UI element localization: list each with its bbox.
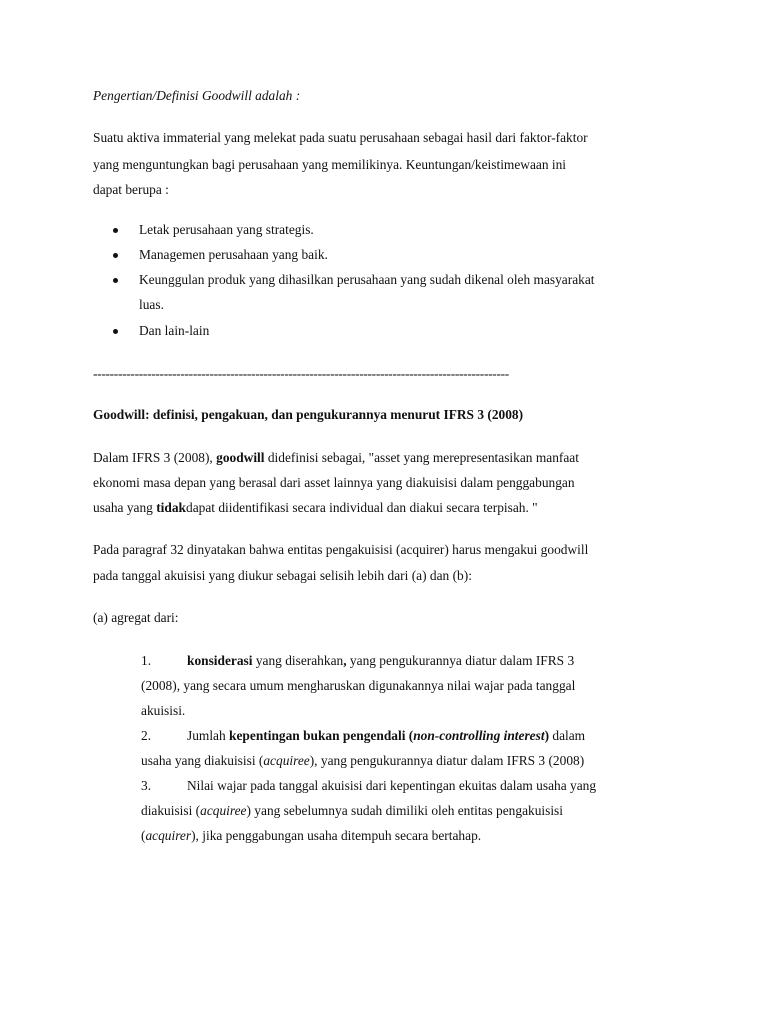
- list-item: [139, 222, 314, 238]
- item-number: 2.: [141, 728, 152, 743]
- numbered-item-line: akuisisi.: [141, 703, 186, 718]
- bullet-icon: [113, 253, 118, 258]
- numbered-item-line: [141, 828, 481, 844]
- numbered-item: [141, 728, 585, 744]
- list-item-continuation: luas.: [139, 297, 164, 312]
- text-run-italic: acquiree: [263, 753, 310, 768]
- text-run-bold: tidak: [156, 500, 186, 515]
- numbered-item: [141, 653, 574, 669]
- list-item: [139, 272, 595, 288]
- list-item: [139, 247, 328, 263]
- bullet-icon: [113, 329, 118, 334]
- document-heading: Pengertian/Definisi Goodwill adalah :: [93, 88, 301, 103]
- numbered-item-line: [141, 753, 584, 769]
- divider: ----------------------------------------------------------------------------------------------------: [93, 366, 509, 381]
- bullet-icon: [113, 278, 118, 283]
- text-run: Jumlah: [187, 728, 230, 743]
- list-item-text: Managemen perusahaan yang baik.: [139, 247, 328, 262]
- paragraph-line: Suatu aktiva immaterial yang melekat pada suatu perusahaan sebagai hasil dari faktor-faktor: [93, 130, 588, 145]
- paragraph-line: [93, 500, 538, 516]
- text-run: dalam: [549, 728, 586, 743]
- paragraph-line: yang menguntungkan bagi perusahaan yang memilikinya. Keuntungan/keistimewaan ini: [93, 157, 567, 172]
- item-number: 1.: [141, 653, 152, 668]
- text-run: usaha yang diakuisisi (: [141, 753, 264, 768]
- text-run-bold: konsiderasi: [187, 653, 253, 668]
- text-run: ), jika penggabungan usaha ditempuh secara bertahap.: [191, 828, 482, 843]
- numbered-item-line: [141, 803, 563, 819]
- text-run: ) yang sebelumnya sudah dimiliki oleh entitas pengakuisisi: [246, 803, 563, 818]
- text-run-bold: kepentingan bukan pengendali (: [229, 728, 414, 743]
- paragraph-line: [93, 450, 579, 466]
- text-run-italic: acquirer: [145, 828, 192, 843]
- list-item-text: Letak perusahaan yang strategis.: [139, 222, 314, 237]
- text-run: didefinisi sebagai, "asset yang merepresentasikan manfaat: [264, 450, 579, 465]
- text-run: usaha yang: [93, 500, 157, 515]
- paragraph-line: ekonomi masa depan yang berasal dari asset lainnya yang diakuisisi dalam penggabungan: [93, 475, 575, 490]
- text-run: dapat diidentifikasi secara individual dan diakui secara terpisah. ": [186, 500, 538, 515]
- text-run-bold: goodwill: [216, 450, 265, 465]
- text-run: yang diserahkan: [252, 653, 344, 668]
- text-run: Dalam IFRS 3 (2008),: [93, 450, 217, 465]
- paragraph-line: pada tanggal akuisisi yang diukur sebagai selisih lebih dari (a) dan (b):: [93, 568, 472, 583]
- text-run-bold: ,: [343, 653, 347, 668]
- text-run: diakuisisi (: [141, 803, 201, 818]
- list-item-text: Dan lain-lain: [139, 323, 210, 338]
- text-run-italic: acquiree: [200, 803, 247, 818]
- numbered-item-line: (2008), yang secara umum mengharuskan digunakannya nilai wajar pada tanggal: [141, 678, 576, 693]
- text-run-bold-italic: non-controlling interest: [413, 728, 545, 743]
- section-title: Goodwill: definisi, pengakuan, dan pengukurannya menurut IFRS 3 (2008): [93, 407, 524, 422]
- list-item-text: Keunggulan produk yang dihasilkan perusahaan yang sudah dikenal oleh masyarakat: [139, 272, 595, 287]
- paragraph-line: Pada paragraf 32 dinyatakan bahwa entitas pengakuisisi (acquirer) harus mengakui goodwill: [93, 542, 589, 557]
- text-run: ), yang pengukurannya diatur dalam IFRS 3 (2008): [309, 753, 585, 768]
- text-run: yang pengukurannya diatur dalam IFRS 3: [346, 653, 575, 668]
- item-number: 3.: [141, 778, 152, 793]
- numbered-item: [141, 778, 596, 794]
- text-run: (: [141, 828, 146, 843]
- text-run: Nilai wajar pada tanggal akuisisi dari kepentingan ekuitas dalam usaha yang: [187, 778, 597, 793]
- text-run-bold: ): [544, 728, 550, 743]
- list-item: [139, 323, 209, 339]
- paragraph-line: dapat berupa :: [93, 182, 169, 197]
- sub-heading: (a) agregat dari:: [93, 610, 179, 625]
- bullet-icon: [113, 228, 118, 233]
